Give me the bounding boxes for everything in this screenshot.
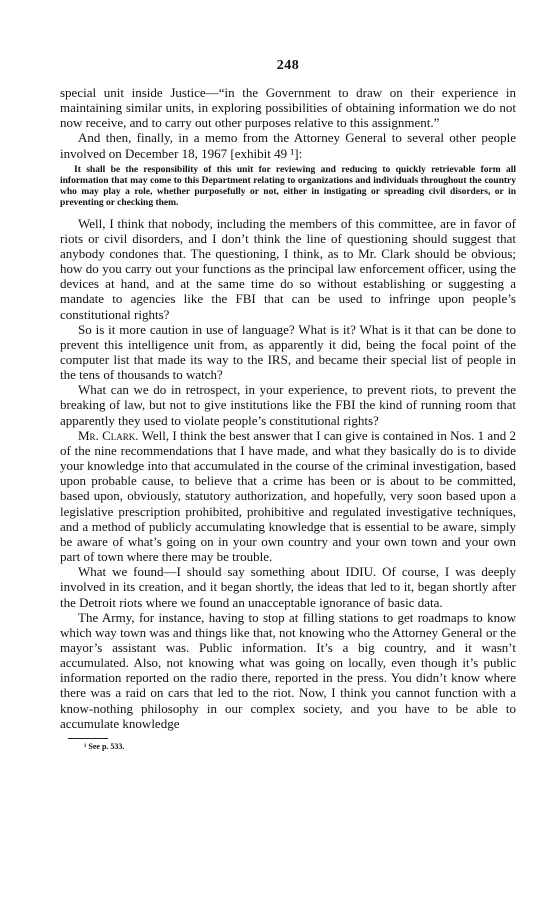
- paragraph-questioning: Well, I think that nobody, including the members of this committee, are in favor of riots or civil disorders, and I don’t think the line of questioning should suggest that anybody condones that. The questioning, I think, as to Mr. Clark should be obvious; how do you carry out your functions as the principal law enforcement officer, using the devices at hand, and at the same time do so without establishing or suggesting a mandate to agencies like the FBI that can be used to infringe upon people’s constitutional rights?: [60, 215, 516, 322]
- paragraph-retrospect: What can we do in retrospect, in your experience, to prevent riots, to prevent the breaking of law, but not to give institutions like the FBI the kind of running room that apparently they used to violate people’s constitutional rights?: [60, 382, 516, 428]
- paragraph-continuation: special unit inside Justice—“in the Government to draw on their experience in maintaining similar units, in exploring possibilities of obtaining information we do not now receive, and to carry out other purposes relative to this assignment.”: [60, 85, 516, 131]
- footnote-divider: [68, 738, 108, 739]
- paragraph-memo-intro: And then, finally, in a memo from the Attorney General to several other people involved on December 18, 1967 [exhibit 49 ¹]:: [60, 130, 516, 161]
- paragraph-caution: So is it more caution in use of language? What is it? What is it that can be done to prevent this intelligence unit from, as apparently it did, being the focal point of the computer list that made its way to the IRS, and became their special list of people in the tens of thousands to watch?: [60, 321, 516, 383]
- paragraph-clark-answer: [60, 428, 516, 564]
- speaker-text: Well, I think the best answer that I can give is contained in Nos. 1 and 2 of the nine recommendations that I have made, and what they basically do is to divide your knowledge into that accumulated in the course of the criminal investigation, based upon probable cause, to believe that a crime has been or is about to be committed, based upon, obviously, statutory authorization, and hopefully, very soon based upon a legislative prescription prohibited, prohibitive and regulated investigative techniques, and a method of publicly accumulating knowledge that is essential to be aware, simply be aware of what’s going on in your own country and your own town and your own part of town where there may be trouble.: [60, 427, 516, 565]
- paragraph-army: The Army, for instance, having to stop at filling stations to get roadmaps to know which way town was and things like that, not knowing who the Attorney General or the mayor’s assistant was. Public information. It’s a big country, and it wasn’t accumulated. Also, not knowing what was going on locally, even though it’s public information reported on the radio there, reported in the press. You didn’t know where there was a raid on cars that led to the riot. Now, I think you cannot function with a know-nothing philosophy in our complex society, and you have to be able to accumulate knowledge: [60, 609, 516, 731]
- page-number: 248: [276, 58, 300, 73]
- speaker-name: Mr. Clark.: [78, 427, 139, 443]
- document-page: [60, 58, 516, 752]
- block-quote: It shall be the responsibility of this unit for reviewing and reducing to quickly retrievable form all information that may come to this Department relating to organizations and individuals throughout the country who may play a role, whether purposefully or not, either in instigating or spreading civil disorders, or in preventing or checking them.: [60, 164, 516, 209]
- footnote: ¹ See p. 533.: [84, 741, 125, 751]
- paragraph-idiu: What we found—I should say something about IDIU. Of course, I was deeply involved in its creation, and it began shortly, the ideas that led to it, began shortly after the Detroit riots where we found an unacceptable ignorance of basic data.: [60, 564, 516, 610]
